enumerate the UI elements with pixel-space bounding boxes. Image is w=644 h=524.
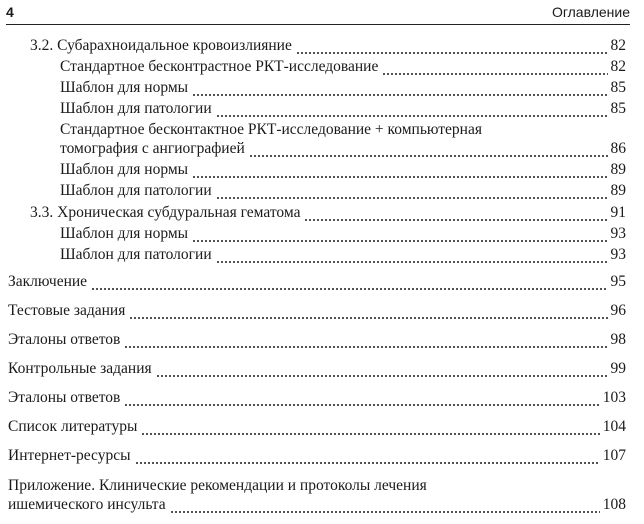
toc-entry-page: 104 [602,418,626,435]
toc-entry-label: Тестовые задания [8,302,126,319]
toc-entry-label: Шаблон для патологии [60,246,212,263]
toc-entry-page: 91 [610,204,626,221]
toc-entry-page: 82 [610,37,626,54]
toc-entry-references[interactable] [8,417,626,437]
toc-entry-tests[interactable] [8,301,626,321]
toc-entry-page: 82 [610,58,626,75]
toc-entry-appendix-line1[interactable]: Приложение. Клинические рекомендации и протоколы лечения [8,477,427,494]
toc-entry-label: Интернет-ресурсы [8,447,131,464]
toc-entry-page: 108 [602,496,626,513]
toc-entry-label: Эталоны ответов [8,389,121,406]
toc-entry-page: 89 [610,182,626,199]
dot-leader [192,78,607,98]
toc-entry-answer-keys-2[interactable] [8,388,626,408]
toc-entry-page: 107 [602,447,626,464]
toc-entry-page: 98 [610,331,626,348]
dot-leader [129,301,607,321]
dot-leader [304,203,607,223]
dot-leader [124,388,599,408]
toc-entry-label: 3.2. Субарахноидальное кровоизлияние [30,37,292,54]
toc-entry-page: 95 [610,273,626,290]
dot-leader [192,224,607,244]
toc-entry-label: 3.3. Хроническая субдуральная гематома [30,204,301,221]
dot-leader [141,417,599,437]
toc-entry-appendix[interactable] [8,495,626,515]
toc-entry-label: Стандартное бесконтрастное РКТ-исследование [60,58,379,75]
toc-entry-3-2-ct-noncontrast[interactable] [60,57,626,77]
toc-entry-label: томография с ангиографией [60,140,245,157]
toc-entry-page: 93 [610,246,626,263]
dot-leader [135,446,600,466]
toc-entry-label: Эталоны ответов [8,331,121,348]
running-title: Оглавление [551,4,630,20]
dot-leader [382,57,607,77]
toc-entry-3-3-norm-template[interactable] [60,224,626,244]
toc-entry-page: 86 [610,140,626,157]
toc-entry-page: 96 [610,302,626,319]
toc-entry-label: ишемического инсульта [8,496,166,513]
dot-leader [216,181,608,201]
toc-entry-page: 85 [610,79,626,96]
toc-entry-label: Шаблон для нормы [60,161,189,178]
page-number: 4 [6,4,14,20]
toc-entry-label: Заключение [8,273,88,290]
dot-leader [170,495,600,515]
toc-entry-page: 99 [610,360,626,377]
toc-entry-3-2-ct-angio[interactable] [60,139,626,159]
toc-entry-internet-resources[interactable] [8,446,626,466]
toc-entry-label: Шаблон для нормы [60,79,189,96]
page-header [6,2,630,25]
toc-entry-label: Контрольные задания [8,360,152,377]
dot-leader [156,359,608,379]
toc-entry-conclusion[interactable] [8,272,626,292]
toc-entry-page: 85 [610,100,626,117]
dot-leader [216,99,608,119]
toc-entry-3-2[interactable] [30,36,626,56]
toc-entry-control-tasks[interactable] [8,359,626,379]
toc-entry-page: 103 [602,389,626,406]
dot-leader [192,160,607,180]
dot-leader [124,330,607,350]
toc-entry-3-2-angio-norm-template[interactable] [60,160,626,180]
toc-entry-label: Шаблон для патологии [60,100,212,117]
toc-entry-3-2-norm-template[interactable] [60,78,626,98]
dot-leader [216,245,608,265]
toc-entry-page: 93 [610,225,626,242]
toc-entry-label: Шаблон для патологии [60,182,212,199]
toc-entry-label: Список литературы [8,418,138,435]
toc-entry-3-2-ct-angio-line1[interactable]: Стандартное бесконтактное РКТ-исследование + компьютерная [60,121,482,138]
toc-entry-3-2-pathology-template[interactable] [60,99,626,119]
toc-entry-label: Шаблон для нормы [60,225,189,242]
toc-entry-answer-keys-1[interactable] [8,330,626,350]
dot-leader [249,139,608,159]
toc-entry-page: 89 [610,161,626,178]
toc-entry-3-3[interactable] [30,203,626,223]
dot-leader [91,272,607,292]
dot-leader [296,36,608,56]
toc-entry-3-2-angio-pathology-template[interactable] [60,181,626,201]
toc-entry-3-3-pathology-template[interactable] [60,245,626,265]
